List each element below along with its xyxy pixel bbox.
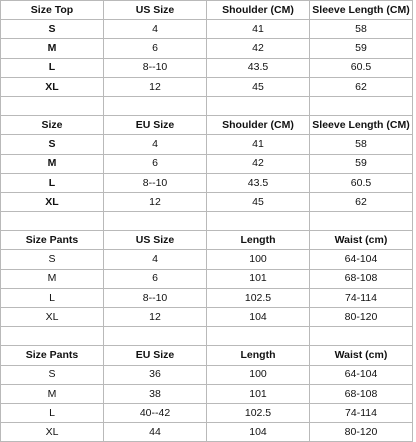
- table-row: [1, 423, 413, 442]
- value-cell: 62: [310, 192, 413, 211]
- table-row: [1, 20, 413, 39]
- value-cell: 8--10: [104, 58, 207, 77]
- size-label-cell: M: [1, 154, 104, 173]
- empty-cell: [310, 96, 413, 115]
- column-header: Size Top: [1, 1, 104, 20]
- column-header: Sleeve Length (CM): [310, 1, 413, 20]
- table-row: [1, 288, 413, 307]
- table-row: [1, 308, 413, 327]
- value-cell: 101: [207, 384, 310, 403]
- spacer-row: [1, 212, 413, 231]
- value-cell: 100: [207, 250, 310, 269]
- value-cell: 104: [207, 308, 310, 327]
- column-header: Length: [207, 346, 310, 365]
- column-header: US Size: [104, 231, 207, 250]
- column-header: Size Pants: [1, 231, 104, 250]
- table-row: [1, 250, 413, 269]
- value-cell: 60.5: [310, 173, 413, 192]
- value-cell: 41: [207, 135, 310, 154]
- value-cell: 102.5: [207, 288, 310, 307]
- spacer-row: [1, 96, 413, 115]
- value-cell: 44: [104, 423, 207, 442]
- value-cell: 4: [104, 20, 207, 39]
- column-header: Waist (cm): [310, 346, 413, 365]
- table-row: [1, 365, 413, 384]
- value-cell: 40--42: [104, 403, 207, 422]
- value-cell: 101: [207, 269, 310, 288]
- value-cell: 68-108: [310, 269, 413, 288]
- value-cell: 6: [104, 154, 207, 173]
- table-row: [1, 384, 413, 403]
- empty-cell: [104, 96, 207, 115]
- value-cell: 64-104: [310, 250, 413, 269]
- size-pants-us-table-header-row: [1, 231, 413, 250]
- size-label-cell: XL: [1, 423, 104, 442]
- size-label-cell: XL: [1, 308, 104, 327]
- empty-cell: [310, 212, 413, 231]
- column-header: Length: [207, 231, 310, 250]
- value-cell: 12: [104, 192, 207, 211]
- empty-cell: [207, 212, 310, 231]
- value-cell: 68-108: [310, 384, 413, 403]
- value-cell: 8--10: [104, 288, 207, 307]
- value-cell: 43.5: [207, 173, 310, 192]
- table-row: [1, 77, 413, 96]
- empty-cell: [1, 327, 104, 346]
- value-cell: 45: [207, 77, 310, 96]
- size-label-cell: XL: [1, 192, 104, 211]
- value-cell: 74-114: [310, 288, 413, 307]
- value-cell: 41: [207, 20, 310, 39]
- value-cell: 43.5: [207, 58, 310, 77]
- value-cell: 8--10: [104, 173, 207, 192]
- column-header: Sleeve Length (CM): [310, 116, 413, 135]
- empty-cell: [207, 96, 310, 115]
- size-label-cell: S: [1, 250, 104, 269]
- spacer-row: [1, 327, 413, 346]
- value-cell: 80-120: [310, 308, 413, 327]
- table-row: [1, 173, 413, 192]
- column-header: EU Size: [104, 346, 207, 365]
- size-top-eu-table-header-row: [1, 116, 413, 135]
- column-header: Size Pants: [1, 346, 104, 365]
- size-label-cell: XL: [1, 77, 104, 96]
- size-label-cell: M: [1, 39, 104, 58]
- value-cell: 4: [104, 135, 207, 154]
- column-header: Shoulder (CM): [207, 116, 310, 135]
- value-cell: 12: [104, 77, 207, 96]
- table-row: [1, 269, 413, 288]
- table-row: [1, 58, 413, 77]
- size-label-cell: L: [1, 403, 104, 422]
- size-top-us-table-header-row: [1, 1, 413, 20]
- table-row: [1, 154, 413, 173]
- value-cell: 59: [310, 39, 413, 58]
- empty-cell: [104, 212, 207, 231]
- size-label-cell: L: [1, 288, 104, 307]
- size-label-cell: S: [1, 20, 104, 39]
- value-cell: 74-114: [310, 403, 413, 422]
- column-header: Waist (cm): [310, 231, 413, 250]
- value-cell: 4: [104, 250, 207, 269]
- size-label-cell: M: [1, 269, 104, 288]
- size-label-cell: S: [1, 365, 104, 384]
- value-cell: 45: [207, 192, 310, 211]
- empty-cell: [310, 327, 413, 346]
- size-label-cell: S: [1, 135, 104, 154]
- value-cell: 59: [310, 154, 413, 173]
- size-label-cell: L: [1, 58, 104, 77]
- value-cell: 6: [104, 269, 207, 288]
- value-cell: 64-104: [310, 365, 413, 384]
- table-row: [1, 39, 413, 58]
- table-row: [1, 192, 413, 211]
- empty-cell: [1, 212, 104, 231]
- value-cell: 38: [104, 384, 207, 403]
- value-cell: 60.5: [310, 58, 413, 77]
- value-cell: 36: [104, 365, 207, 384]
- empty-cell: [1, 96, 104, 115]
- value-cell: 104: [207, 423, 310, 442]
- value-cell: 58: [310, 135, 413, 154]
- value-cell: 100: [207, 365, 310, 384]
- value-cell: 42: [207, 39, 310, 58]
- size-label-cell: M: [1, 384, 104, 403]
- value-cell: 62: [310, 77, 413, 96]
- empty-cell: [207, 327, 310, 346]
- empty-cell: [104, 327, 207, 346]
- value-cell: 6: [104, 39, 207, 58]
- table-row: [1, 403, 413, 422]
- column-header: Size: [1, 116, 104, 135]
- value-cell: 58: [310, 20, 413, 39]
- size-label-cell: L: [1, 173, 104, 192]
- column-header: US Size: [104, 1, 207, 20]
- value-cell: 80-120: [310, 423, 413, 442]
- value-cell: 42: [207, 154, 310, 173]
- column-header: Shoulder (CM): [207, 1, 310, 20]
- value-cell: 102.5: [207, 403, 310, 422]
- table-row: [1, 135, 413, 154]
- size-chart-body: [1, 1, 413, 442]
- value-cell: 12: [104, 308, 207, 327]
- size-pants-eu-table-header-row: [1, 346, 413, 365]
- column-header: EU Size: [104, 116, 207, 135]
